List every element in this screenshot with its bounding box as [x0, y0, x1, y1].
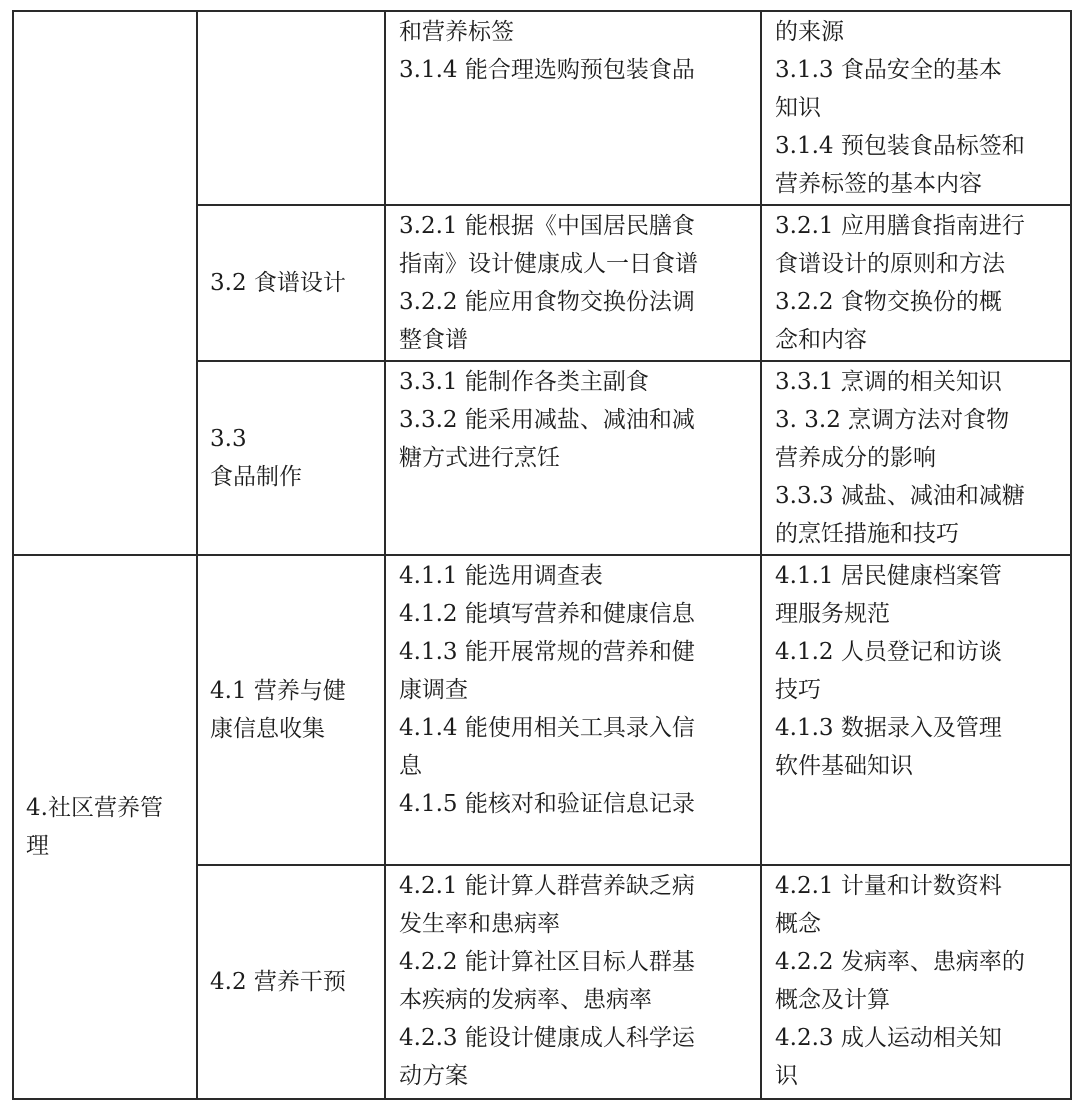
skill-line: 本疾病的发病率、患病率	[399, 987, 652, 1013]
unit-label: 3.2 食谱设计	[210, 270, 346, 296]
skill-line: 3.1.4 能合理选购预包装食品	[399, 57, 695, 83]
skill-line: 3.2.1 能根据《中国居民膳食	[399, 213, 695, 239]
skill-line: 指南》设计健康成人一日食谱	[399, 251, 698, 277]
knowledge-cell	[761, 11, 1071, 205]
knowledge-line: 3.2.1 应用膳食指南进行	[775, 213, 1025, 239]
unit-label: 康信息收集	[210, 716, 325, 742]
skills-cell	[385, 205, 761, 361]
knowledge-line: 概念及计算	[775, 987, 890, 1013]
knowledge-line: 知识	[775, 95, 821, 121]
unit-cell-3-2	[197, 205, 385, 361]
curriculum-table	[12, 10, 1072, 1100]
section-cell-4	[13, 555, 197, 1099]
knowledge-cell	[761, 865, 1071, 1099]
table-row	[13, 11, 1071, 205]
knowledge-line: 3.3.3 减盐、减油和减糖	[775, 483, 1025, 509]
unit-label: 食品制作	[210, 464, 302, 490]
knowledge-line: 理服务规范	[775, 601, 890, 627]
skill-line: 4.1.4 能使用相关工具录入信	[399, 715, 695, 741]
skill-line: 康调查	[399, 677, 468, 703]
knowledge-line: 4.1.3 数据录入及管理	[775, 715, 1002, 741]
knowledge-line: 4.2.2 发病率、患病率的	[775, 949, 1025, 975]
knowledge-line: 念和内容	[775, 327, 867, 353]
unit-cell-3-3	[197, 361, 385, 555]
knowledge-cell	[761, 361, 1071, 555]
unit-cell-3-1	[197, 11, 385, 205]
knowledge-line: 3.1.4 预包装食品标签和	[775, 133, 1025, 159]
skills-cell	[385, 361, 761, 555]
section-label: 理	[26, 833, 49, 859]
knowledge-line: 技巧	[775, 677, 821, 703]
knowledge-line: 概念	[775, 911, 821, 937]
section-cell-3	[13, 11, 197, 555]
knowledge-line: 4.2.3 成人运动相关知	[775, 1025, 1002, 1051]
knowledge-line: 食谱设计的原则和方法	[775, 251, 1005, 277]
skill-line: 糖方式进行烹饪	[399, 445, 560, 471]
knowledge-line: 3. 3.2 烹调方法对食物	[775, 407, 1010, 433]
skill-line: 3.2.2 能应用食物交换份法调	[399, 289, 695, 315]
knowledge-line: 的来源	[775, 19, 844, 45]
knowledge-line: 3.2.2 食物交换份的概	[775, 289, 1002, 315]
skill-line: 整食谱	[399, 327, 468, 353]
skill-line: 动方案	[399, 1063, 468, 1089]
unit-label: 4.2 营养干预	[210, 969, 346, 995]
skill-line: 3.3.1 能制作各类主副食	[399, 369, 649, 395]
skills-cell	[385, 865, 761, 1099]
skill-line: 4.2.2 能计算社区目标人群基	[399, 949, 695, 975]
knowledge-line: 识	[775, 1063, 798, 1089]
table-row	[13, 555, 1071, 865]
knowledge-line: 营养标签的基本内容	[775, 171, 982, 197]
skills-cell	[385, 555, 761, 865]
knowledge-line: 的烹饪措施和技巧	[775, 521, 959, 547]
section-label: 4.社区营养管	[26, 795, 163, 821]
unit-cell-4-1	[197, 555, 385, 865]
unit-label: 4.1 营养与健	[210, 678, 346, 704]
knowledge-line: 软件基础知识	[775, 753, 913, 779]
skill-line: 息	[399, 753, 422, 779]
skills-cell	[385, 11, 761, 205]
skill-line: 发生率和患病率	[399, 911, 560, 937]
knowledge-line: 3.3.1 烹调的相关知识	[775, 369, 1002, 395]
unit-label: 3.3	[210, 426, 247, 452]
knowledge-line: 4.1.2 人员登记和访谈	[775, 639, 1002, 665]
knowledge-line: 3.1.3 食品安全的基本	[775, 57, 1002, 83]
knowledge-cell	[761, 205, 1071, 361]
knowledge-line: 营养成分的影响	[775, 445, 936, 471]
skill-line: 4.1.3 能开展常规的营养和健	[399, 639, 695, 665]
knowledge-line: 4.2.1 计量和计数资料	[775, 873, 1002, 899]
skill-line: 3.3.2 能采用减盐、减油和减	[399, 407, 695, 433]
skill-line: 4.1.5 能核对和验证信息记录	[399, 791, 695, 817]
knowledge-cell	[761, 555, 1071, 865]
skill-line: 4.1.1 能选用调查表	[399, 563, 603, 589]
unit-cell-4-2	[197, 865, 385, 1099]
skill-line: 4.2.3 能设计健康成人科学运	[399, 1025, 695, 1051]
skill-line: 和营养标签	[399, 19, 514, 45]
skill-line: 4.2.1 能计算人群营养缺乏病	[399, 873, 695, 899]
knowledge-line: 4.1.1 居民健康档案管	[775, 563, 1002, 589]
skill-line: 4.1.2 能填写营养和健康信息	[399, 601, 695, 627]
